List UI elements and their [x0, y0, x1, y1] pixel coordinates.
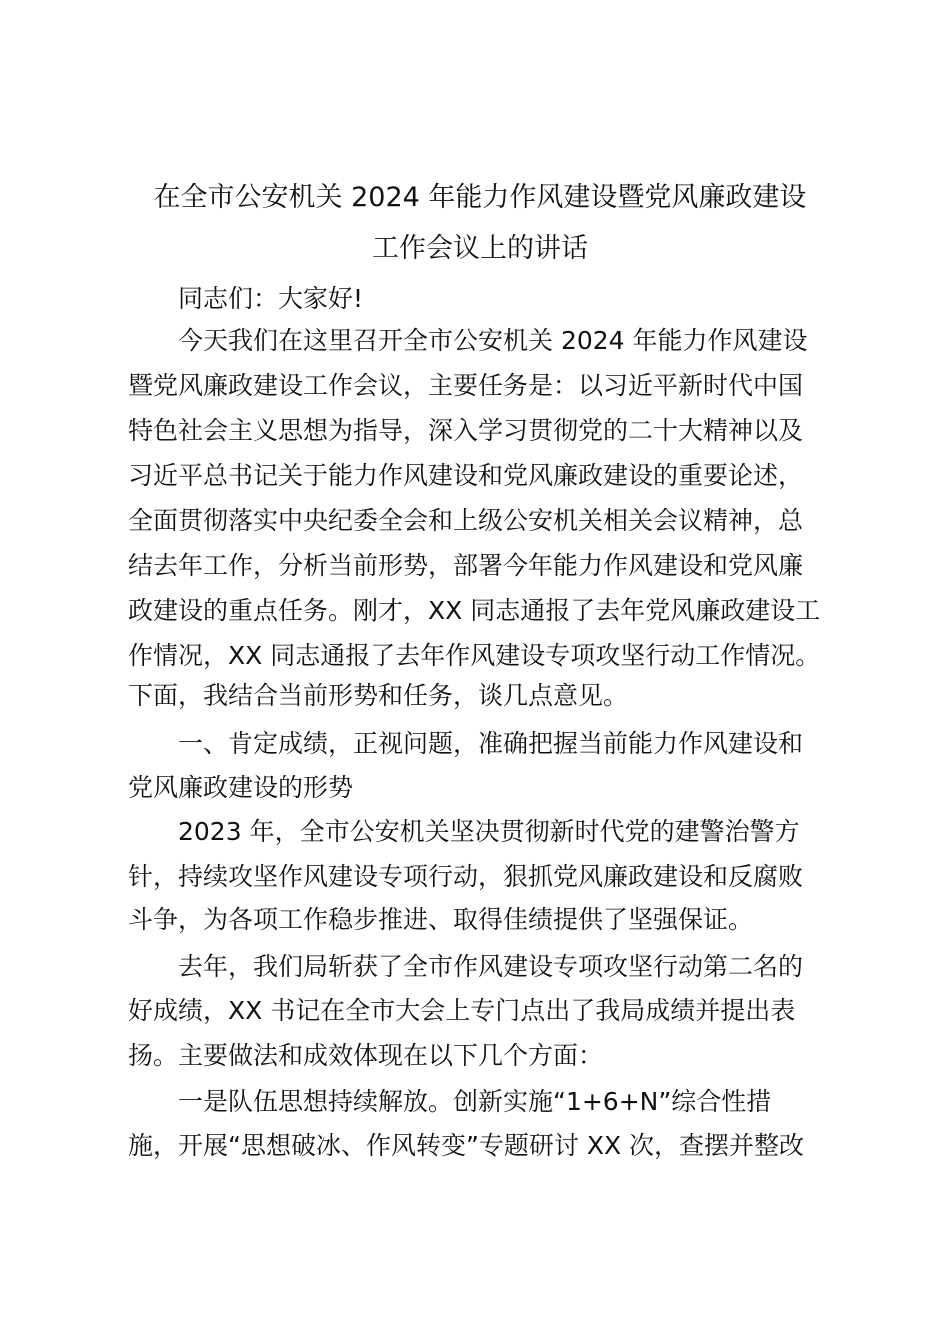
- section-heading-line: 党风廉政建设的形势: [128, 773, 354, 802]
- body-line: 作情况，XX 同志通报了去年作风建设专项攻坚行动工作情况。: [128, 641, 821, 670]
- body-line: 暨党风廉政建设工作会议，主要任务是：以习近平新时代中国: [128, 371, 804, 400]
- body-line: 政建设的重点任务。刚才，XX 同志通报了去年党风廉政建设工: [128, 596, 821, 625]
- body-line: 针，持续攻坚作风建设专项行动，狠抓党风廉政建设和反腐败: [128, 862, 804, 891]
- body-line: 扬。主要做法和成效体现在以下几个方面：: [128, 1041, 604, 1070]
- salutation: 同志们：大家好!: [178, 284, 364, 313]
- body-line: 结去年工作，分析当前形势，部署今年能力作风建设和党风廉: [128, 551, 804, 580]
- body-line: 今天我们在这里召开全市公安机关 2024 年能力作风建设: [178, 326, 808, 355]
- body-line: 特色社会主义思想为指导，深入学习贯彻党的二十大精神以及: [128, 416, 804, 445]
- body-line: 习近平总书记关于能力作风建设和党风廉政建设的重要论述，: [128, 461, 804, 490]
- document-title-line-1: 在全市公安机关 2024 年能力作风建设暨党风廉政建设: [153, 182, 807, 213]
- body-line: 斗争，为各项工作稳步推进、取得佳绩提供了坚强保证。: [128, 905, 754, 934]
- body-line: 全面贯彻落实中央纪委全会和上级公安机关相关会议精神，总: [128, 506, 804, 535]
- body-line: 施，开展“思想破冰、作风转变”专题研讨 XX 次，查摆并整改: [128, 1131, 805, 1160]
- body-line: 2023 年，全市公安机关坚决贯彻新时代党的建警治警方: [178, 817, 800, 846]
- body-line: 好成绩，XX 书记在全市大会上专门点出了我局成绩并提出表: [128, 996, 796, 1025]
- document-title-line-2: 工作会议上的讲话: [372, 233, 588, 264]
- body-line: 下面，我结合当前形势和任务，谈几点意见。: [128, 681, 629, 710]
- body-line: 一是队伍思想持续解放。创新实施“1+6+N”综合性措: [178, 1087, 772, 1116]
- body-line: 去年，我们局斩获了全市作风建设专项攻坚行动第二名的: [178, 952, 804, 981]
- section-heading-line: 一、肯定成绩，正视问题，准确把握当前能力作风建设和: [178, 729, 804, 758]
